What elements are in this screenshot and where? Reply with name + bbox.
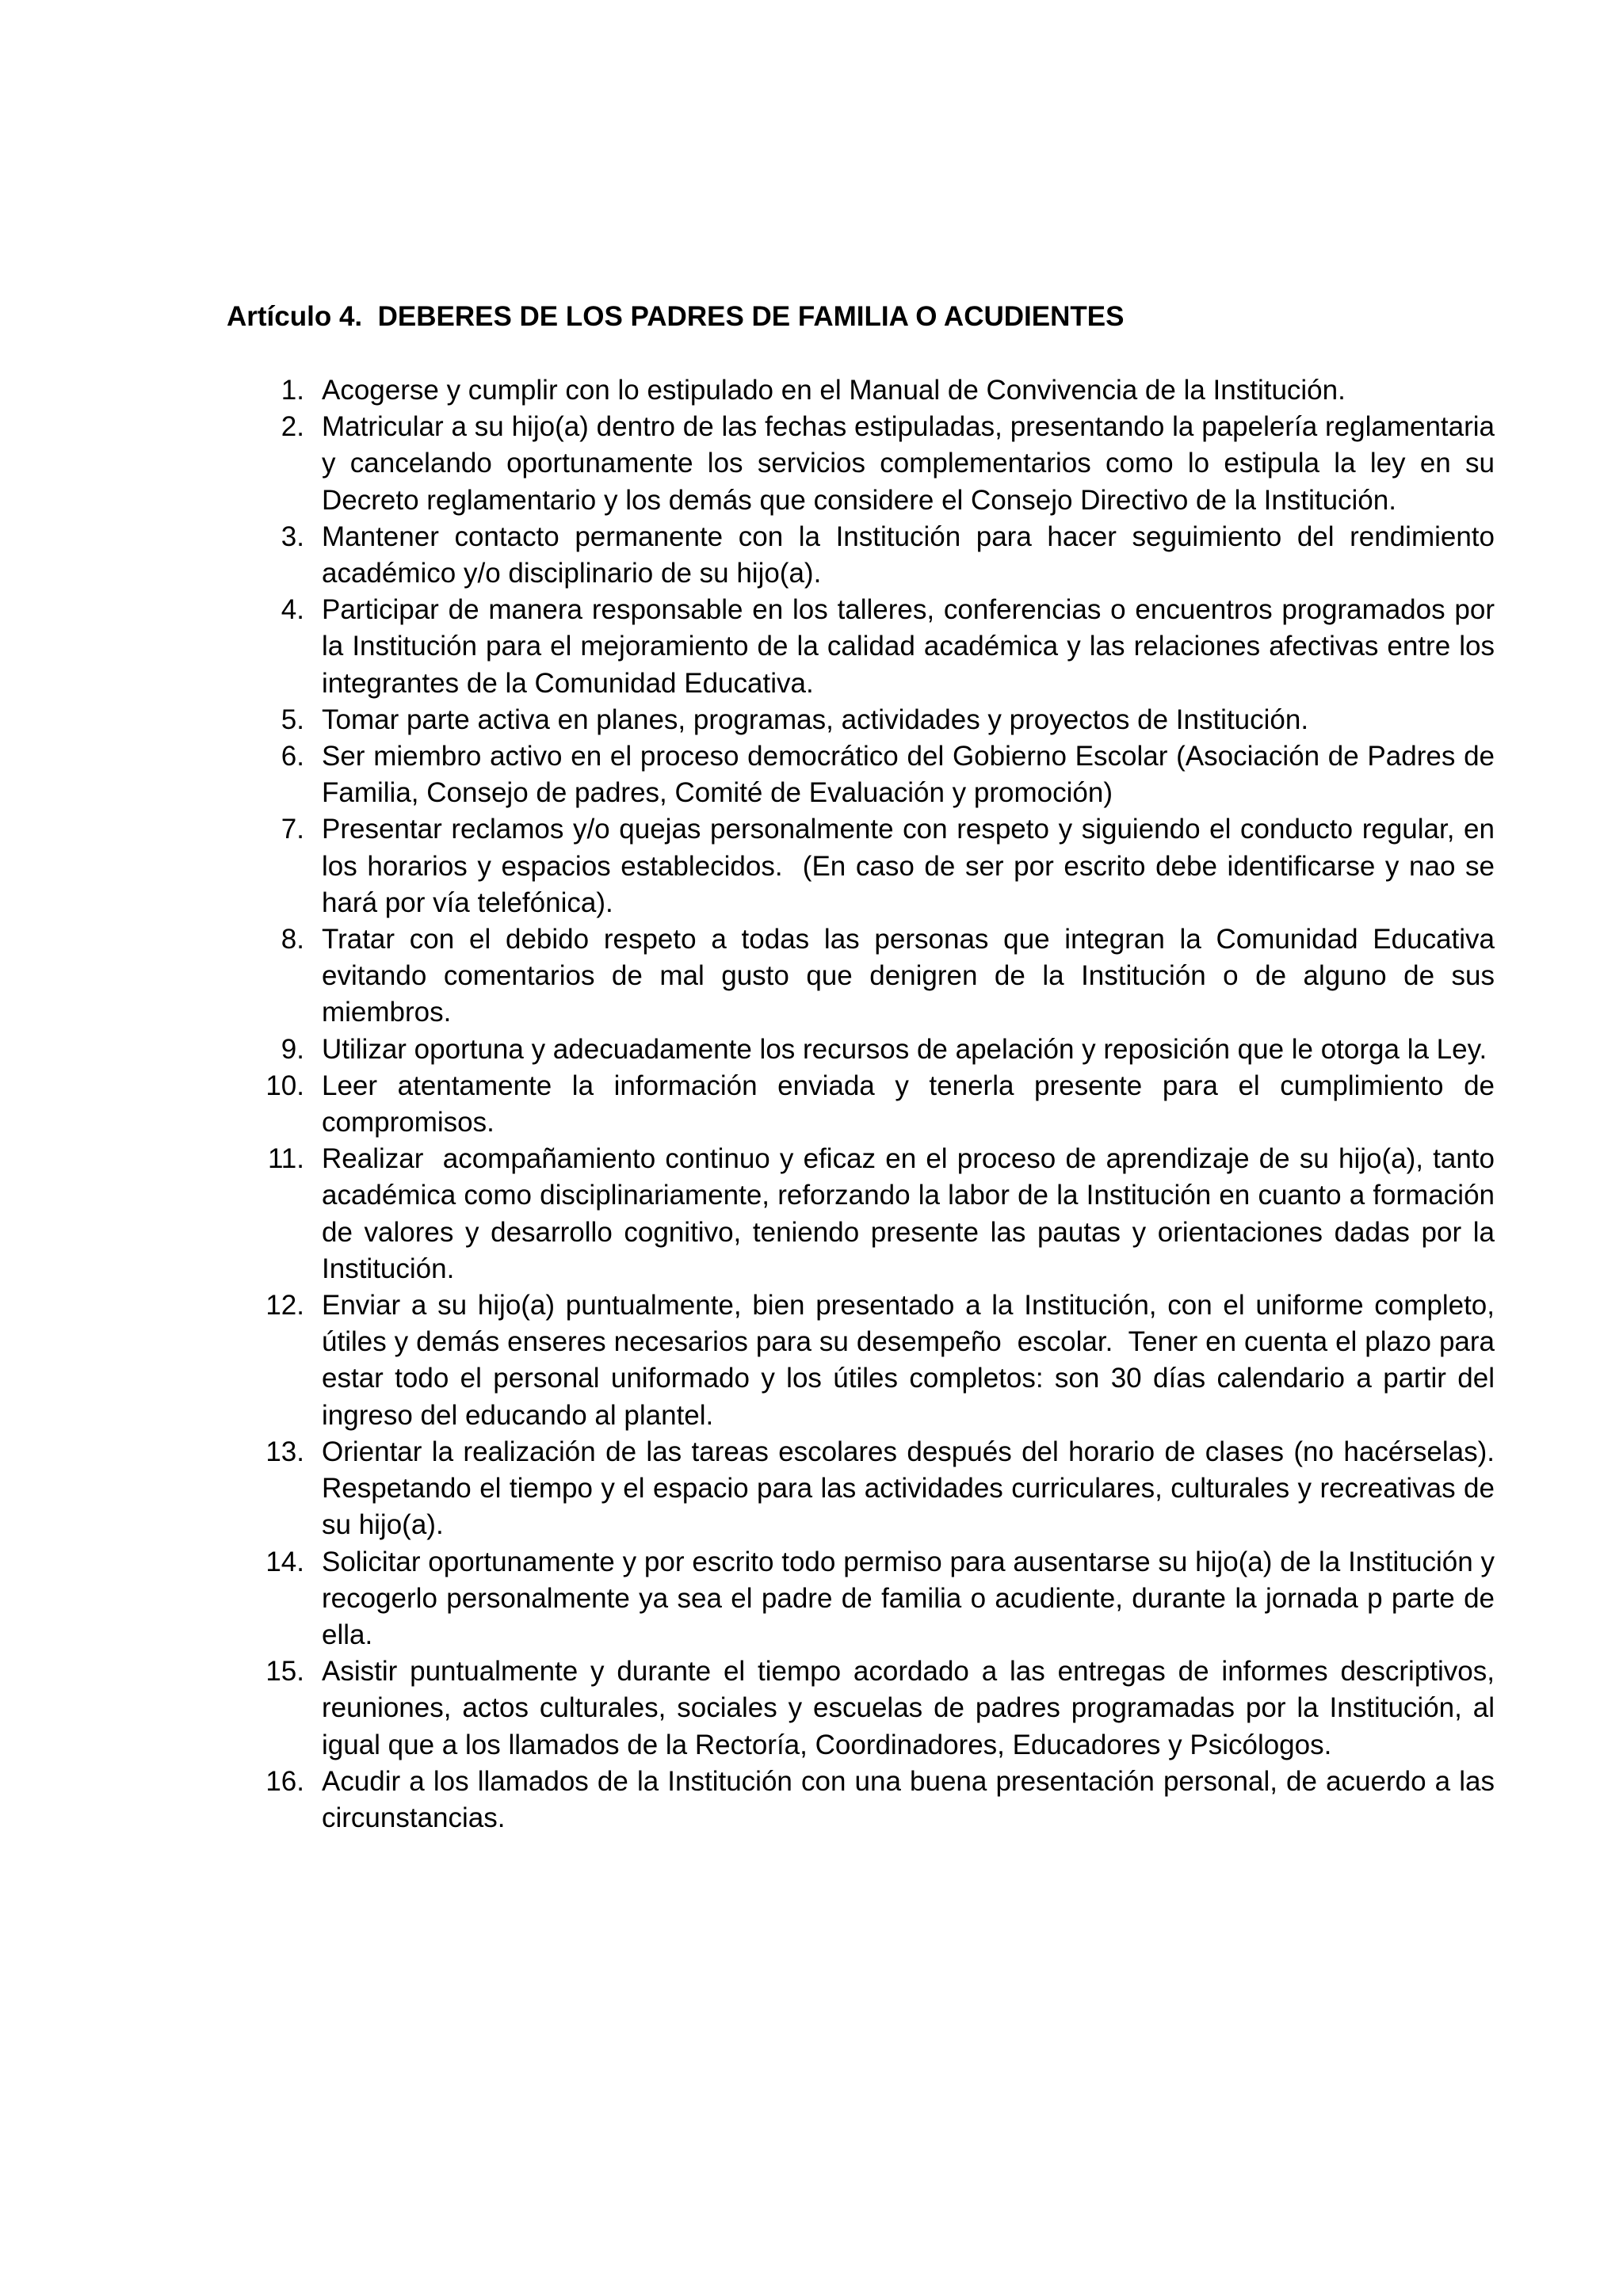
item-number: 6. xyxy=(281,741,304,772)
item-number: 10. xyxy=(265,1070,304,1101)
item-text: Acudir a los llamados de la Institución con una buena presentación personal, de acuerdo a las circunstancias. xyxy=(322,1765,1503,1833)
item-text: Tomar parte activa en planes, programas, actividades y proyectos de Institución. xyxy=(322,704,1309,735)
item-text: Solicitar oportunamente y por escrito todo permiso para ausentarse su hijo(a) de la Institución y recogerlo personalmente ya sea el padre de familia o acudiente, durante la jornada p parte de ella. xyxy=(322,1546,1503,1650)
duties-list xyxy=(227,372,1510,1836)
item-text: Realizar acompañamiento continuo y eficaz en el proceso de aprendizaje de su hijo(a), tanto académica como disciplinariamente, reforzando la labor de la Institución en cuanto a formación de valores y desarrollo cognitivo, teniendo presente las pautas y orientaciones dadas por la Institución. xyxy=(322,1143,1503,1284)
list-item xyxy=(227,372,1495,409)
item-number: 14. xyxy=(265,1546,304,1577)
list-item xyxy=(227,1544,1503,1654)
item-text: Enviar a su hijo(a) puntualmente, bien presentado a la Institución, con el uniforme completo, útiles y demás enseres necesarios para su desempeño escolar. Tener en cuenta el plazo para estar todo el personal uniformado y los útiles completos: son 30 días calendario a partir del ingreso del educando al plantel. xyxy=(322,1290,1503,1431)
item-number: 15. xyxy=(265,1656,304,1688)
item-number: 2. xyxy=(281,411,304,443)
item-number: 11. xyxy=(267,1143,304,1175)
item-number: 16. xyxy=(265,1765,304,1797)
item-text: Ser miembro activo en el proceso democrático del Gobierno Escolar (Asociación de Padres de Familia, Consejo de padres, Comité de Evaluación y promoción) xyxy=(322,741,1503,809)
item-text: Orientar la realización de las tareas escolares después del horario de clases (no hacérselas). Respetando el tiempo y el espacio para las actividades curriculares, culturales y recreativas de su hijo(a). xyxy=(322,1436,1510,1541)
item-text: Presentar reclamos y/o quejas personalmente con respeto y siguiendo el conducto regular, en los horarios y espacios establecidos. (En caso de ser por escrito debe identificarse y nao se hará por vía telefónica). xyxy=(322,814,1503,918)
item-text: Leer atentamente la información enviada y tenerla presente para el cumplimiento de compromisos. xyxy=(322,1070,1503,1138)
list-item xyxy=(227,921,1503,1032)
article-heading: Artículo 4. DEBERES DE LOS PADRES DE FAMILIA O ACUDIENTES xyxy=(227,301,1125,332)
list-item xyxy=(227,1032,1495,1068)
item-number: 8. xyxy=(281,924,304,955)
list-item xyxy=(227,592,1503,702)
item-number: 7. xyxy=(281,814,304,845)
item-number: 5. xyxy=(281,704,304,735)
item-text: Mantener contacto permanente con la Institución para hacer seguimiento del rendimiento académico y/o disciplinario de su hijo(a). xyxy=(322,521,1503,589)
item-text: Acogerse y cumplir con lo estipulado en el Manual de Convivencia de la Institución. xyxy=(322,375,1346,406)
item-number: 4. xyxy=(281,594,304,626)
list-item xyxy=(227,1068,1503,1141)
list-item xyxy=(227,1434,1510,1544)
list-item xyxy=(227,1141,1503,1287)
item-number: 3. xyxy=(281,521,304,552)
list-item xyxy=(227,409,1503,519)
item-text: Utilizar oportuna y adecuadamente los recursos de apelación y reposición que le otorga la Ley. xyxy=(322,1033,1487,1065)
list-item xyxy=(227,811,1503,921)
list-item xyxy=(227,1764,1503,1836)
item-number: 1. xyxy=(281,375,304,406)
item-number: 9. xyxy=(281,1033,304,1065)
item-number: 12. xyxy=(265,1290,304,1322)
list-item xyxy=(227,519,1503,592)
item-number: 13. xyxy=(265,1436,304,1467)
item-text: Asistir puntualmente y durante el tiempo acordado a las entregas de informes descriptivos, reuniones, actos culturales, sociales y escuelas de padres programadas por la Institución, al igual que a los llamados de la Rectoría, Coordinadores, Educadores y Psicólogos. xyxy=(322,1656,1503,1760)
item-text: Tratar con el debido respeto a todas las personas que integran la Comunidad Educativa evitando comentarios de mal gusto que denigren de la Institución o de alguno de sus miembros. xyxy=(322,924,1503,1028)
list-item xyxy=(227,1287,1503,1434)
list-item xyxy=(227,702,1495,738)
list-item xyxy=(227,738,1503,811)
list-item xyxy=(227,1653,1503,1764)
item-text: Matricular a su hijo(a) dentro de las fechas estipuladas, presentando la papelería reglamentaria y cancelando oportunamente los servicios complementarios como lo estipula la ley en su Decreto reglamentario y los demás que considere el Consejo Directivo de la Institución. xyxy=(322,411,1503,516)
item-text: Participar de manera responsable en los talleres, conferencias o encuentros programados por la Institución para el mejoramiento de la calidad académica y las relaciones afectivas entre los integrantes de la Comunidad Educativa. xyxy=(322,594,1503,699)
